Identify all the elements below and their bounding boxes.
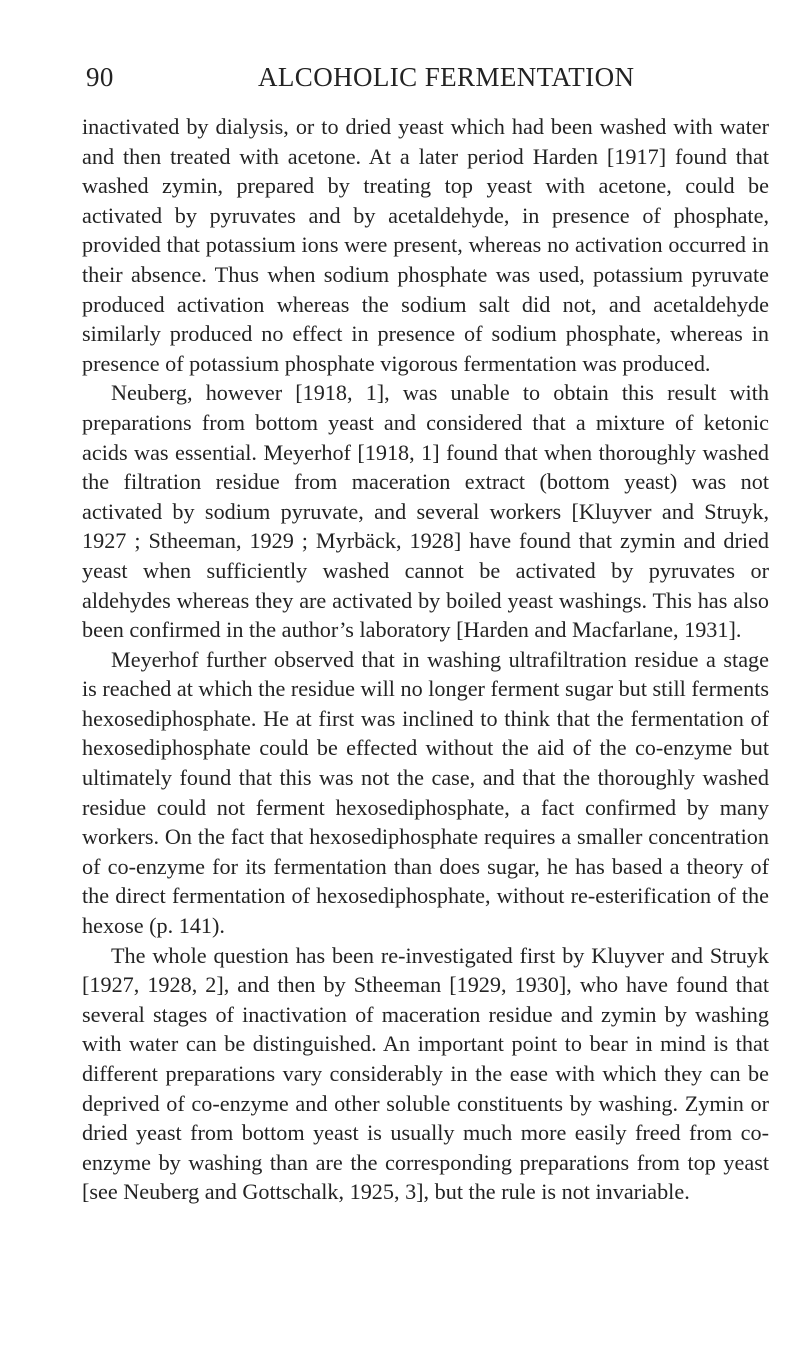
- running-title: ALCOHOLIC FERMENTATION: [258, 62, 635, 92]
- paragraph-meyerhof: Meyerhof further observed that in washing ultrafiltration residue a stage is reached at which the residue will no longer ferment sugar but still ferments hexosediphosphate. He at first was inclined to think that the fermentation of hexosediphosphate could be effected without the aid of the co-enzyme but ultimately found that this was not the case, and that the thoroughly washed residue could not ferment hexosediphosphate, a fact confirmed by many workers. On the fact that hexosediphosphate requires a smaller concentration of co-enzyme for its fermentation than does sugar, he has based a theory of the direct fermentation of hexosediphosphate, without re-esterification of the hexose (p. 141).: [82, 646, 769, 939]
- paragraph-continued: inactivated by dialysis, or to dried yeast which had been washed with water and then treated with acetone. At a later period Harden [1917] found that washed zymin, prepared by treating top yeast with acetone, could be activated by pyruvates and by acetaldehyde, in presence of phosphate, provided that potassium ions were present, whereas no activation occurred in their absence. Thus when sodium phosphate was used, potassium pyruvate produced activation whereas the sodium salt did not, and acetaldehyde similarly produced no effect in presence of sodium phosphate, whereas in presence of potassium phosphate vigorous fermentation was produced.: [82, 114, 769, 376]
- paragraph-kluyver-struyk: The whole question has been re-investigated first by Kluyver and Struyk [1927, 1928, 2], and then by Stheeman [1929, 1930], who have found that several stages of inactivation of maceration residue and zymin by washing with water can be distinguished. An important point to bear in mind is that different preparations vary considerably in the ease with which they can be deprived of co-enzyme and other soluble constituents by washing. Zymin or dried yeast from bottom yeast is usually much more easily freed from co-enzyme by washing than are the corresponding preparations from top yeast [see Neuberg and Gottschalk, 1925, 3], but the rule is not invariable.: [82, 942, 769, 1205]
- body-text: [82, 112, 769, 1207]
- book-page: [82, 56, 769, 1207]
- running-head: [82, 56, 769, 96]
- page-number: 90: [86, 62, 114, 92]
- paragraph-neuberg: Neuberg, however [1918, 1], was unable to obtain this result with preparations from bottom yeast and considered that a mixture of ketonic acids was essential. Meyerhof [1918, 1] found that when thoroughly washed the filtration residue from maceration extract (bottom yeast) was not activated by sodium pyruvate, and several workers [Kluyver and Struyk, 1927 ; Stheeman, 1929 ; Myrbäck, 1928] have found that zymin and dried yeast when sufficiently washed cannot be activated by pyruvates or aldehydes whereas they are activated by boiled yeast washings. This has also been confirmed in the author’s laboratory [Harden and Macfarlane, 1931].: [82, 380, 769, 643]
